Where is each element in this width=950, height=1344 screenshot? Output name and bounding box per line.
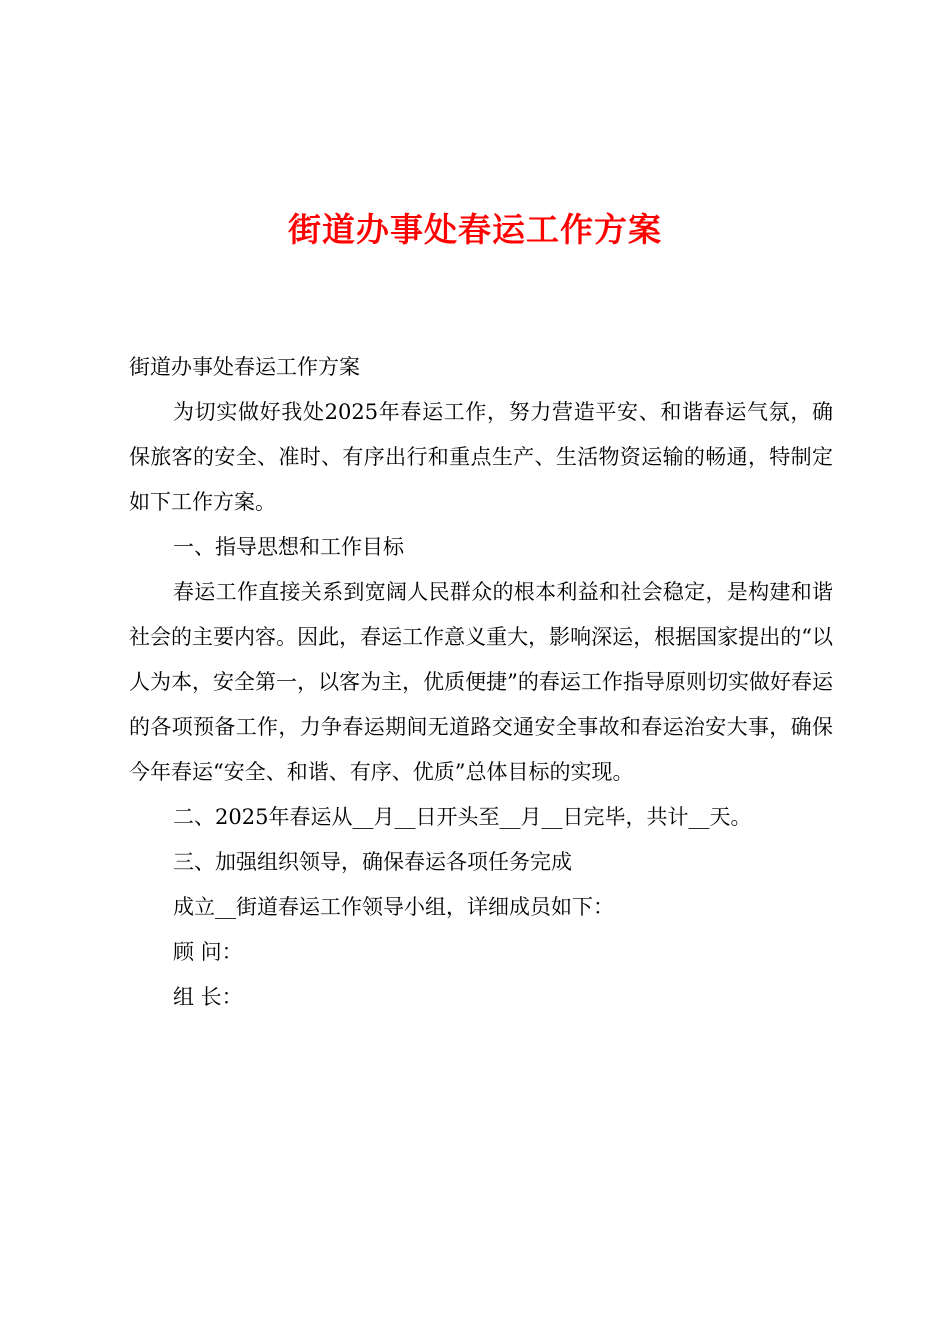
document-title: 街道办事处春运工作方案 — [288, 210, 662, 249]
subtitle-line: 街道办事处春运工作方案 — [129, 355, 360, 379]
section-heading-1: 一、指导思想和工作目标 — [173, 535, 404, 559]
document-body — [129, 345, 833, 1020]
group-intro-line: 成立__街道春运工作领导小组，详细成员如下： — [173, 895, 614, 919]
leader-line: 组 长： — [173, 985, 243, 1009]
section-1-paragraph: 春运工作直接关系到宽阔人民群众的根本利益和社会稳定，是构建和谐社会的主要内容。因此，春运工作意义重大，影响深运，根据国家提出的“以人为本，安全第一，以客为主，优质便捷”的春运工作指导原则切实做好春运的各项预备工作，力争春运期间无道路交通安全事故和春运治安大事，确保今年春运“安全、和谐、有序、优质”总体目标的实现。 — [129, 580, 833, 784]
advisor-line: 顾 问： — [173, 940, 243, 964]
intro-paragraph: 为切实做好我处2025年春运工作，努力营造平安、和谐春运气氛，确保旅客的安全、准时、有序出行和重点生产、生活物资运输的畅通，特制定如下工作方案。 — [129, 400, 833, 514]
section-heading-2: 二、2025年春运从__月__日开头至__月__日完毕，共计__天。 — [173, 805, 752, 829]
section-heading-3: 三、加强组织领导，确保春运各项任务完成 — [173, 850, 572, 874]
